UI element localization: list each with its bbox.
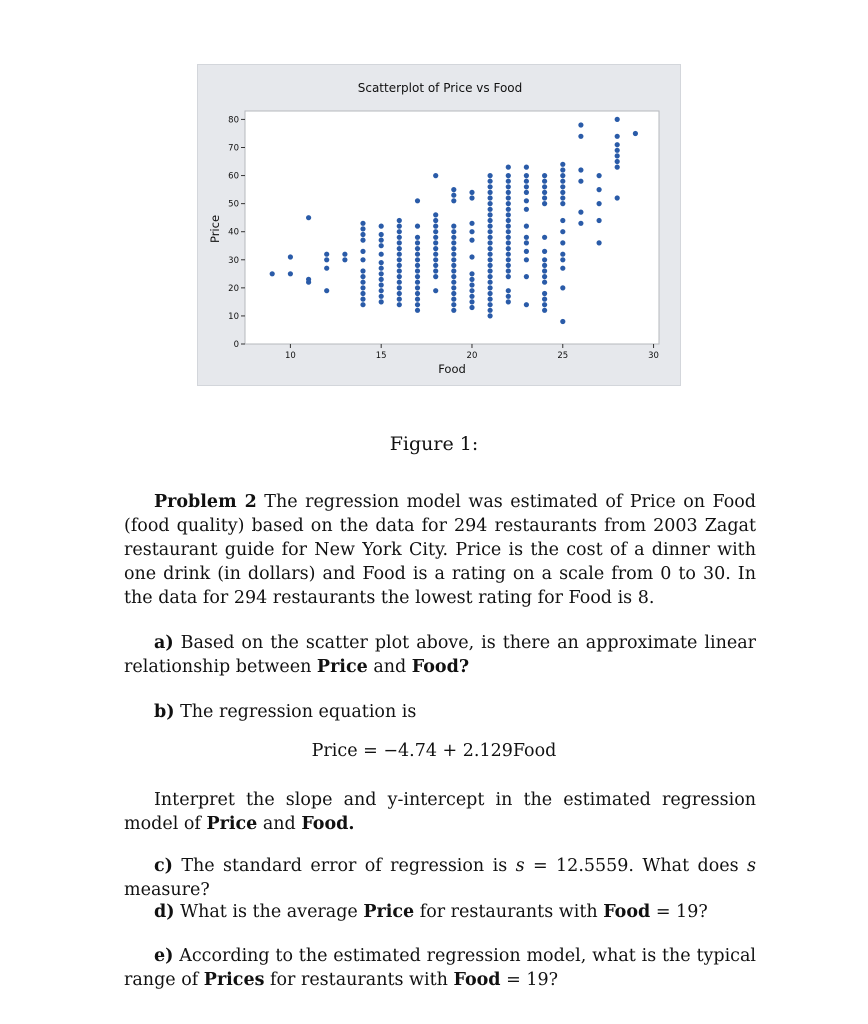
x-axis-label: Food (438, 362, 466, 376)
data-point (433, 252, 438, 257)
y-tick-label: 80 (228, 115, 239, 126)
part-c-label: c) (154, 856, 173, 876)
data-point (506, 179, 511, 184)
x-ticks (285, 344, 659, 361)
data-point (415, 302, 420, 307)
part-b-interpret (124, 788, 756, 836)
data-point (433, 263, 438, 268)
data-point (451, 257, 456, 262)
data-point (506, 224, 511, 229)
data-point (578, 210, 583, 215)
data-point (469, 271, 474, 276)
data-point (506, 252, 511, 257)
data-point (542, 235, 547, 240)
y-tick-label: 70 (228, 143, 239, 154)
regression-equation: Price = −4.74 + 2.129Food (311, 741, 557, 761)
part-b-text: The regression equation is (174, 702, 417, 722)
y-ticks (228, 115, 245, 350)
data-point (488, 224, 493, 229)
data-point (615, 159, 620, 164)
data-point (488, 297, 493, 302)
part-d-text1: What is the average (174, 902, 364, 922)
data-point (397, 246, 402, 251)
data-point (415, 280, 420, 285)
data-point (360, 291, 365, 296)
y-tick-label: 0 (233, 340, 239, 350)
part-a-text: Based on the scatter plot above, is there an approximate linear relationship between (124, 633, 756, 677)
data-point (433, 288, 438, 293)
data-point (506, 257, 511, 262)
data-point (506, 165, 511, 170)
data-point (288, 254, 293, 259)
data-point (488, 235, 493, 240)
data-point (578, 179, 583, 184)
data-point (488, 184, 493, 189)
data-point (633, 131, 638, 136)
data-point (397, 291, 402, 296)
data-point (506, 240, 511, 245)
data-point (451, 235, 456, 240)
data-point (415, 252, 420, 257)
data-point (506, 274, 511, 279)
data-point (615, 195, 620, 200)
data-point (524, 190, 529, 195)
data-point (433, 212, 438, 217)
data-point (506, 246, 511, 251)
data-point (451, 308, 456, 313)
data-point (451, 302, 456, 307)
data-point (524, 257, 529, 262)
data-point (433, 246, 438, 251)
data-point (488, 274, 493, 279)
data-point (306, 277, 311, 282)
data-point (524, 207, 529, 212)
data-point (506, 288, 511, 293)
data-point (469, 190, 474, 195)
data-point (324, 257, 329, 262)
data-point (415, 308, 420, 313)
data-point (542, 297, 547, 302)
data-point (578, 122, 583, 127)
data-point (451, 193, 456, 198)
chart-title: Scatterplot of Price vs Food (357, 81, 523, 95)
data-point (415, 257, 420, 262)
data-point (506, 201, 511, 206)
data-point (433, 224, 438, 229)
data-point (542, 184, 547, 189)
data-point (506, 173, 511, 178)
data-point (578, 167, 583, 172)
data-point (360, 249, 365, 254)
data-point (360, 280, 365, 285)
part-e-food: Food (453, 970, 501, 990)
data-point (506, 235, 511, 240)
figure-caption: Figure 1: (389, 433, 479, 455)
data-point (524, 235, 529, 240)
data-point (433, 235, 438, 240)
data-point (433, 229, 438, 234)
data-point (433, 240, 438, 245)
data-point (415, 240, 420, 245)
data-point (488, 313, 493, 318)
part-e-text1: According to the estimated regression model, what is the typical range of (124, 946, 756, 990)
data-point (469, 238, 474, 243)
data-point (397, 252, 402, 257)
data-point (342, 252, 347, 257)
data-point (597, 187, 602, 192)
data-point (578, 134, 583, 139)
data-point (360, 232, 365, 237)
data-point (597, 240, 602, 245)
part-a (124, 631, 756, 679)
part-e-text2: for restaurants with (264, 970, 454, 990)
data-point (488, 179, 493, 184)
data-point (451, 263, 456, 268)
data-point (524, 274, 529, 279)
part-d (124, 900, 756, 924)
data-point (324, 252, 329, 257)
data-point (451, 240, 456, 245)
data-point (488, 285, 493, 290)
data-point (488, 240, 493, 245)
data-point (488, 212, 493, 217)
data-point (342, 257, 347, 262)
part-c-text2: measure? (124, 880, 210, 900)
data-point (506, 184, 511, 189)
data-point (451, 187, 456, 192)
y-tick-label: 60 (228, 171, 239, 182)
data-point (469, 294, 474, 299)
data-point (469, 229, 474, 234)
data-point (615, 134, 620, 139)
data-point (506, 195, 511, 200)
data-point (379, 260, 384, 265)
data-point (488, 268, 493, 273)
x-tick-label: 10 (284, 351, 296, 361)
part-e-label: e) (154, 946, 174, 966)
data-point (506, 294, 511, 299)
part-d-label: d) (154, 902, 175, 922)
data-point (415, 263, 420, 268)
data-point (560, 218, 565, 223)
data-point (360, 297, 365, 302)
part-c-eq: = 12.5559. What does (524, 856, 747, 876)
data-point (415, 297, 420, 302)
data-point (542, 308, 547, 313)
data-point (524, 165, 529, 170)
data-point (451, 246, 456, 251)
data-point (379, 282, 384, 287)
data-point (488, 308, 493, 313)
part-e (124, 944, 756, 992)
data-point (542, 201, 547, 206)
x-tick-label: 30 (648, 351, 659, 361)
data-point (397, 274, 402, 279)
data-point (524, 249, 529, 254)
data-point (560, 257, 565, 262)
data-point (397, 302, 402, 307)
data-point (506, 268, 511, 273)
part-c-text1: The standard error of regression is (172, 856, 516, 876)
part-a-label: a) (154, 633, 174, 653)
data-point (542, 190, 547, 195)
data-point (615, 117, 620, 122)
data-point (397, 280, 402, 285)
data-point (397, 268, 402, 273)
scatterplot-svg (198, 65, 682, 387)
data-point (379, 271, 384, 276)
data-point (560, 266, 565, 271)
data-point (379, 252, 384, 257)
data-point (397, 224, 402, 229)
data-point (306, 215, 311, 220)
data-point (560, 319, 565, 324)
data-point (379, 224, 384, 229)
data-point (524, 224, 529, 229)
y-tick-label: 40 (228, 227, 239, 238)
data-point (524, 302, 529, 307)
data-point (469, 277, 474, 282)
y-tick-label: 20 (228, 283, 239, 294)
data-point (397, 218, 402, 223)
data-point (615, 153, 620, 158)
data-point (379, 243, 384, 248)
data-point (506, 207, 511, 212)
data-point (415, 246, 420, 251)
part-b-label: b) (154, 702, 175, 722)
y-axis-label: Price (208, 214, 222, 244)
data-point (506, 229, 511, 234)
data-point (506, 299, 511, 304)
data-point (542, 302, 547, 307)
part-a-and: and (367, 657, 412, 677)
data-point (469, 299, 474, 304)
data-point (615, 148, 620, 153)
data-point (415, 291, 420, 296)
data-point (542, 249, 547, 254)
data-point (488, 257, 493, 262)
part-d-food: Food (603, 902, 651, 922)
data-point (542, 291, 547, 296)
data-point (360, 268, 365, 273)
data-point (615, 142, 620, 147)
data-point (324, 288, 329, 293)
data-point (488, 190, 493, 195)
y-tick-label: 10 (228, 311, 239, 322)
data-point (360, 257, 365, 262)
part-c-s: s (515, 856, 525, 876)
data-point (451, 291, 456, 296)
data-point (379, 288, 384, 293)
data-point (451, 198, 456, 203)
data-point (379, 277, 384, 282)
data-point (451, 252, 456, 257)
data-point (578, 221, 583, 226)
data-point (360, 274, 365, 279)
data-point (488, 246, 493, 251)
data-point (597, 218, 602, 223)
data-point (397, 297, 402, 302)
data-point (488, 195, 493, 200)
data-point (288, 271, 293, 276)
data-point (415, 285, 420, 290)
part-e-prices: Prices (203, 970, 265, 990)
data-point (397, 285, 402, 290)
interpret-price: Price (206, 814, 258, 834)
data-point (560, 285, 565, 290)
data-point (469, 305, 474, 310)
y-tick-label: 50 (228, 199, 239, 210)
data-point (433, 257, 438, 262)
data-point (451, 297, 456, 302)
data-point (488, 207, 493, 212)
data-point (270, 271, 275, 276)
data-point (379, 232, 384, 237)
data-point (433, 274, 438, 279)
part-c-s2: s (747, 856, 756, 876)
data-point (542, 280, 547, 285)
data-point (506, 190, 511, 195)
problem-label: Problem 2 (154, 492, 257, 512)
data-point (451, 229, 456, 234)
data-point (415, 274, 420, 279)
data-point (379, 266, 384, 271)
data-point (451, 274, 456, 279)
data-point (488, 229, 493, 234)
data-point (488, 263, 493, 268)
problem-statement (124, 490, 756, 610)
data-point (542, 173, 547, 178)
data-point (360, 238, 365, 243)
data-point (597, 173, 602, 178)
data-point (524, 198, 529, 203)
part-a-price: Price (316, 657, 368, 677)
data-point (397, 240, 402, 245)
data-point (506, 218, 511, 223)
data-point (415, 235, 420, 240)
data-point (506, 263, 511, 268)
data-point (415, 224, 420, 229)
data-point (433, 268, 438, 273)
data-point (560, 229, 565, 234)
data-point (379, 294, 384, 299)
data-point (560, 162, 565, 167)
data-point (560, 201, 565, 206)
data-point (469, 282, 474, 287)
data-point (506, 212, 511, 217)
data-point (397, 263, 402, 268)
interpret-text: Interpret the slope and y-intercept in the estimated regression model of (124, 790, 756, 834)
data-point (379, 238, 384, 243)
data-point (560, 195, 565, 200)
data-point (433, 218, 438, 223)
data-point (415, 268, 420, 273)
data-point (415, 198, 420, 203)
scatterplot-figure (197, 64, 681, 386)
data-point (360, 226, 365, 231)
data-point (524, 173, 529, 178)
data-point (360, 285, 365, 290)
data-point (560, 240, 565, 245)
data-point (433, 173, 438, 178)
part-d-text3: = 19? (650, 902, 708, 922)
data-point (560, 252, 565, 257)
problem-text: The regression model was estimated of Price on Food (food quality) based on the data for 294 restaurants from 2003 Zagat restaurant guide for New York City. Price is the cost of a dinner with one drink (in dollars) and Food is a rating on a scale from 0 to 30. In the data for 294 restaurants the lowest rating for Food is 8. (124, 492, 756, 608)
data-point (542, 257, 547, 262)
data-point (560, 184, 565, 189)
data-point (360, 302, 365, 307)
part-a-food: Food? (411, 657, 470, 677)
data-point (469, 288, 474, 293)
x-tick-label: 25 (557, 351, 569, 361)
data-point (469, 254, 474, 259)
data-point (560, 173, 565, 178)
data-point (488, 252, 493, 257)
part-b (124, 700, 756, 724)
part-d-text2: for restaurants with (414, 902, 604, 922)
y-tick-label: 30 (228, 255, 239, 266)
data-point (542, 274, 547, 279)
data-point (379, 299, 384, 304)
data-point (451, 268, 456, 273)
part-d-price: Price (363, 902, 415, 922)
data-point (615, 165, 620, 170)
part-e-text3: = 19? (500, 970, 558, 990)
data-point (324, 266, 329, 271)
data-point (488, 173, 493, 178)
data-point (397, 235, 402, 240)
data-point (397, 229, 402, 234)
data-point (488, 201, 493, 206)
data-point (488, 302, 493, 307)
part-c (124, 854, 756, 902)
data-point (524, 184, 529, 189)
data-point (488, 280, 493, 285)
data-point (597, 201, 602, 206)
interpret-and: and (257, 814, 302, 834)
data-point (360, 221, 365, 226)
data-point (451, 280, 456, 285)
x-tick-label: 20 (466, 351, 478, 361)
data-point (524, 179, 529, 184)
data-point (560, 179, 565, 184)
data-point (488, 291, 493, 296)
interpret-food: Food. (301, 814, 355, 834)
data-point (542, 268, 547, 273)
data-point (469, 195, 474, 200)
data-point (542, 179, 547, 184)
x-tick-label: 15 (375, 351, 387, 361)
data-point (397, 257, 402, 262)
data-point (488, 218, 493, 223)
data-point (560, 190, 565, 195)
data-point (524, 240, 529, 245)
data-point (451, 224, 456, 229)
data-point (469, 221, 474, 226)
data-point (560, 167, 565, 172)
data-point (451, 285, 456, 290)
data-point (542, 195, 547, 200)
data-point (542, 263, 547, 268)
